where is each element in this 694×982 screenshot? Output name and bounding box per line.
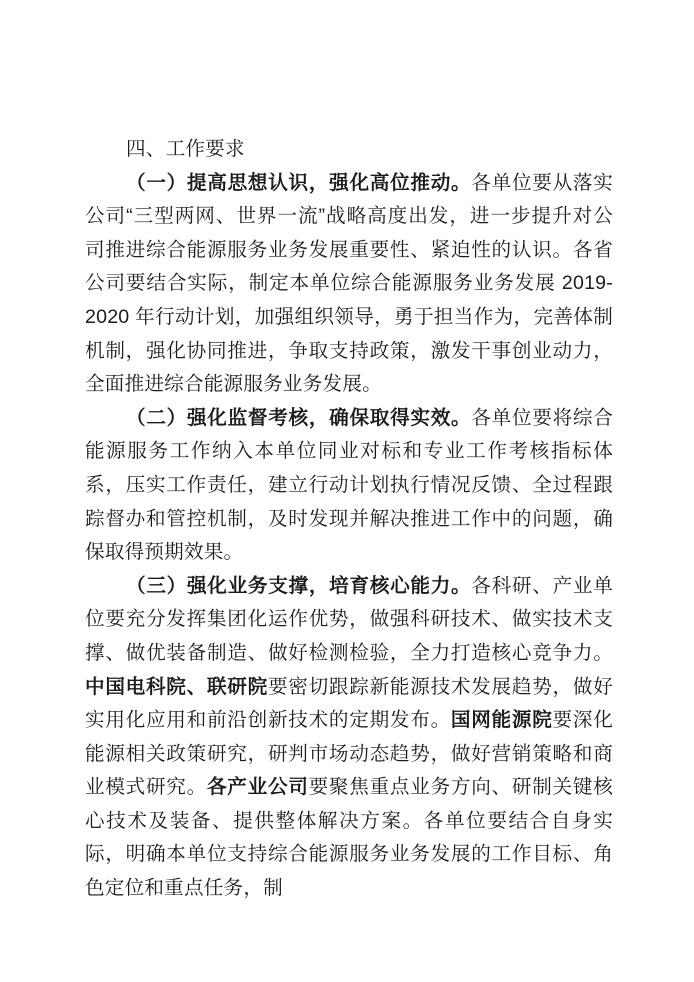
text-run: 各单位要从落实公司“三型两网、世界一流”战略高度出发，进一步提升对公司推进综合能源服务业务发展重要性、紧迫性的认识。各省公司要结合实际，制定本单位综合能源服务业务发展 2019-2020 年行动计划，加强组织领导，勇于担当作为，完善体制机制，强化协同推进，争取支持政策，激发干事创业动力，全面推进综合能源服务业务发展。	[85, 171, 613, 396]
bold-text-run: （二）强化监督考核，确保取得实效。	[126, 406, 472, 429]
bold-text-run: 各产业公司	[206, 776, 309, 799]
text-run: 要密切跟踪新能源技术发展趋势，做好实用化应用和前沿创新技术的定期发布。	[85, 675, 613, 732]
paragraph-2	[85, 402, 613, 570]
text-run: 各单位要将综合能源服务工作纳入本单位同业对标和专业工作考核指标体系，压实工作责任，建立行动计划执行情况反馈、全过程跟踪督办和管控机制，及时发现并解决推进工作中的问题，确保取得预期效果。	[85, 406, 613, 564]
bold-text-run: （一）提高思想认识，强化高位推动。	[126, 171, 472, 194]
paragraph-1	[85, 167, 613, 402]
section-heading	[85, 133, 613, 167]
bold-text-run: 国网能源院	[450, 709, 553, 732]
text-run: 各科研、产业单位要充分发挥集团化运作优势，做强科研技术、做实技术支撑、做优装备制造、做好检测检验，全力打造核心竞争力。	[85, 574, 613, 664]
paragraph-3	[85, 570, 613, 906]
document-body	[85, 133, 613, 906]
text-run: 四、工作要求	[126, 138, 245, 160]
bold-text-run: （三）强化业务支撑，培育核心能力。	[126, 574, 472, 597]
text-run: 要深化能源相关政策研究，研判市场动态趋势，做好营销策略和商业模式研究。	[85, 709, 613, 799]
text-run: 要聚焦重点业务方向、研制关键核心技术及装备、提供整体解决方案。各单位要结合自身实际，明确本单位支持综合能源服务业务发展的工作目标、角色定位和重点任务，制	[85, 776, 613, 900]
bold-text-run: 中国电科院、联研院	[85, 675, 268, 698]
